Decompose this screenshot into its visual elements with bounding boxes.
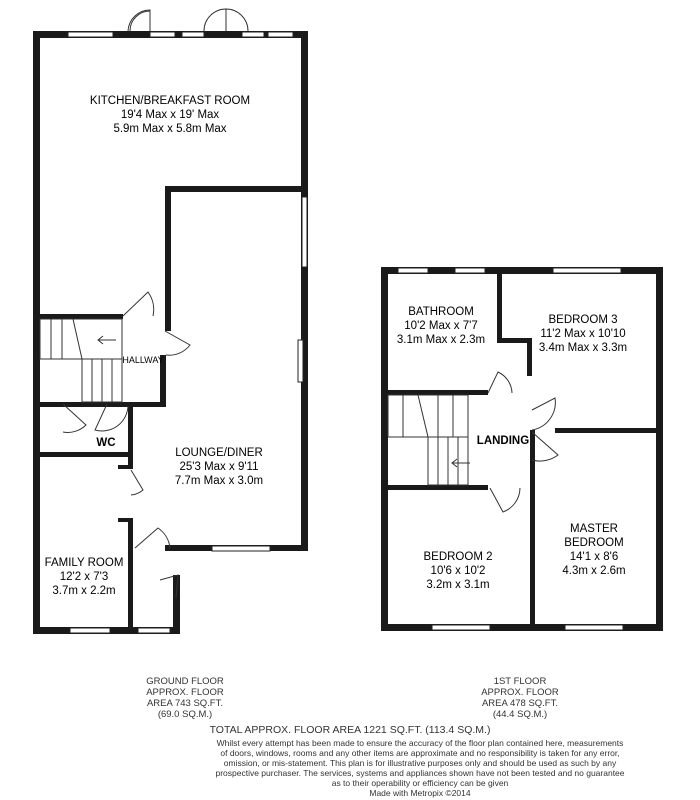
room-name-line-2: BEDROOM — [564, 537, 624, 549]
room-dimensions-imperial: 12'2 x 7'3 — [59, 571, 109, 583]
disclaimer-line: Whilst every attempt has been made to ensure the accuracy of the floor plan contained here, measurements — [216, 738, 624, 748]
window — [298, 340, 303, 382]
stair-arrow — [98, 336, 116, 344]
door-swing — [128, 10, 150, 31]
room-label-family-room — [45, 557, 124, 597]
door-swing — [130, 11, 150, 31]
wall — [497, 267, 502, 340]
stair-tread — [73, 319, 82, 359]
door-swing — [123, 292, 154, 316]
staircase — [388, 395, 468, 437]
total-floor-area: TOTAL APPROX. FLOOR AREA 1221 SQ.FT. (113.4 SQ.M.) — [209, 724, 491, 736]
room-dimensions-metric: 3.4m Max x 3.3m — [538, 342, 628, 354]
disclaimer-line: prospective purchaser. The services, systems and appliances shown have not been tested and no guarantee — [215, 768, 625, 778]
summary-line: APPROX. FLOOR — [146, 687, 224, 698]
window — [432, 625, 490, 630]
wall — [165, 186, 171, 331]
wall — [497, 338, 532, 343]
wall — [33, 314, 123, 319]
room-name: LOUNGE/DINER — [175, 447, 263, 459]
room-dimensions-metric: 3.2m x 3.1m — [426, 579, 490, 591]
wall — [33, 31, 40, 634]
room-label-bedroom-2 — [423, 551, 492, 591]
stair-arrow — [452, 459, 470, 467]
wall — [165, 186, 308, 192]
first-floor-area-summary — [445, 676, 595, 720]
wall — [118, 518, 133, 522]
summary-line: AREA 478 SQ.FT. — [481, 698, 559, 709]
wall — [656, 267, 663, 631]
room-label-kitchen — [90, 95, 250, 135]
window — [455, 268, 485, 273]
door-swing — [488, 372, 512, 393]
window — [212, 546, 270, 551]
room-dimensions-imperial: 11'2 Max x 10'10 — [540, 328, 626, 340]
room-dimensions-imperial: 10'2 Max x 7'7 — [404, 320, 478, 332]
window — [302, 197, 307, 267]
window — [182, 32, 204, 37]
room-dimensions-metric: 5.9m Max x 5.8m Max — [113, 123, 227, 135]
room-dimensions-imperial: 19'4 Max x 19' Max — [120, 109, 220, 121]
wall — [118, 465, 133, 469]
summary-line: GROUND FLOOR — [146, 676, 224, 687]
wall — [527, 338, 532, 376]
room-label-landing: LANDING — [476, 435, 530, 447]
wall — [301, 31, 308, 190]
door-swing — [95, 404, 128, 431]
room-label-bedroom-3 — [539, 314, 627, 354]
disclaimer — [180, 738, 660, 798]
window — [553, 268, 621, 273]
room-label-master-bedroom — [562, 523, 625, 577]
wall — [381, 390, 488, 395]
window — [68, 32, 113, 37]
room-label-bathroom — [397, 306, 485, 346]
room-label-wc: WC — [96, 437, 116, 449]
disclaimer-line: as to their operability or efficiency can be given — [331, 778, 509, 788]
room-name: BEDROOM 3 — [548, 314, 618, 326]
room-dimensions-imperial: 10'6 x 10'2 — [430, 565, 486, 577]
disclaimer-line: omission, or mis-statement. This plan is for illustrative purposes only and should be used as such by any — [223, 758, 617, 768]
window — [70, 628, 110, 633]
stair-tread — [418, 395, 428, 437]
summary-line: APPROX. FLOOR — [481, 687, 559, 698]
room-name: FAMILY ROOM — [44, 557, 124, 569]
room-dimensions-metric: 3.1m Max x 2.3m — [396, 334, 486, 346]
window — [398, 268, 428, 273]
room-name-line-1: MASTER — [570, 523, 618, 535]
summary-line: (69.0 SQ.M.) — [157, 709, 213, 720]
wall — [555, 428, 663, 433]
door-swing — [135, 528, 170, 548]
door-swing — [532, 432, 558, 461]
door-swing — [226, 9, 248, 31]
room-label-hallway: HALLWAY — [122, 355, 164, 365]
window — [565, 625, 623, 630]
summary-line: (44.4 SQ.M.) — [492, 709, 548, 720]
wall — [381, 485, 488, 490]
window — [150, 32, 175, 37]
room-name: BATHROOM — [408, 306, 474, 318]
summary-line: AREA 743 SQ.FT. — [146, 698, 224, 709]
credit: Made with Metropix ©2014 — [369, 788, 471, 798]
door-swing — [165, 331, 190, 355]
wall — [381, 267, 388, 631]
room-dimensions-imperial: 14'1 x 8'6 — [569, 551, 619, 563]
door-swing — [204, 9, 226, 31]
room-name: BEDROOM 2 — [423, 551, 493, 563]
door-swing — [532, 398, 555, 430]
room-label-lounge — [175, 447, 263, 487]
wall — [33, 452, 133, 457]
wall — [33, 402, 166, 407]
room-dimensions-metric: 7.7m Max x 3.0m — [174, 475, 264, 487]
summary-line: 1ST FLOOR — [493, 676, 547, 687]
door-swing — [63, 404, 86, 432]
room-name: KITCHEN/BREAKFAST ROOM — [89, 95, 251, 107]
wall — [128, 518, 133, 634]
wall — [128, 402, 133, 468]
room-dimensions-metric: 3.7m x 2.2m — [52, 585, 116, 597]
ground-floor-area-summary — [110, 676, 260, 720]
room-dimensions-imperial: 25'3 Max x 9'11 — [179, 461, 259, 473]
window — [268, 32, 293, 37]
wall — [173, 575, 180, 634]
room-dimensions-metric: 4.3m x 2.6m — [562, 565, 626, 577]
door-swing — [490, 488, 520, 512]
door-swing — [131, 470, 143, 495]
disclaimer-line: of doors, windows, rooms and any other items are approximate and no responsibility is taken for any error, — [220, 748, 620, 758]
window — [138, 628, 170, 633]
window — [242, 32, 264, 37]
